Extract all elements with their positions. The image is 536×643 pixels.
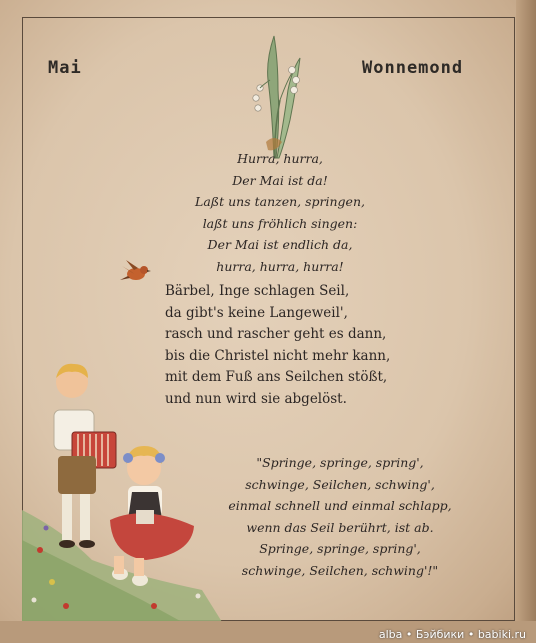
poem-line: Der Mai ist da!: [232, 172, 328, 188]
month-old-name: Wonnemond: [362, 58, 464, 78]
poem-line: einmal schnell und einmal schlapp,: [228, 498, 452, 513]
poem-line: Hurra, hurra,: [237, 151, 323, 166]
poem-line: und nun wird sie abgelöst.: [165, 390, 347, 407]
lily-of-the-valley-illustration: [244, 30, 310, 160]
children-illustration: [22, 360, 222, 622]
month-title: Mai: [48, 58, 82, 78]
poem-line: "Springe, springe, spring',: [256, 455, 424, 470]
poem-line: Laßt uns tanzen, springen,: [195, 194, 365, 209]
poem-line: schwinge, Seilchen, schwing'!": [241, 562, 439, 578]
poem-line: da gibt's keine Langeweil',: [165, 304, 348, 321]
page-edge: [516, 0, 536, 643]
poem-line: laßt uns fröhlich singen:: [202, 215, 358, 231]
poem-line: Der Mai ist endlich da,: [207, 237, 353, 252]
poem-line: Springe, springe, spring',: [259, 541, 421, 556]
poem-line: Bärbel, Inge schlagen Seil,: [165, 283, 350, 299]
poem-line: wenn das Seil berührt, ist ab.: [246, 519, 434, 535]
poem-line: bis die Christel nicht mehr kann,: [165, 347, 391, 364]
poem-stanza-3: [190, 452, 490, 581]
poem-line: schwinge, Seilchen, schwing',: [245, 476, 435, 492]
watermark-credit: alba • Бэйбики • babiki.ru: [378, 628, 526, 641]
poem-line: rasch und rascher geht es dann,: [165, 326, 387, 342]
poem-stanza-1: [150, 148, 410, 277]
poem-line: mit dem Fuß ans Seilchen stößt,: [165, 369, 388, 385]
poem-line: hurra, hurra, hurra!: [216, 258, 344, 274]
